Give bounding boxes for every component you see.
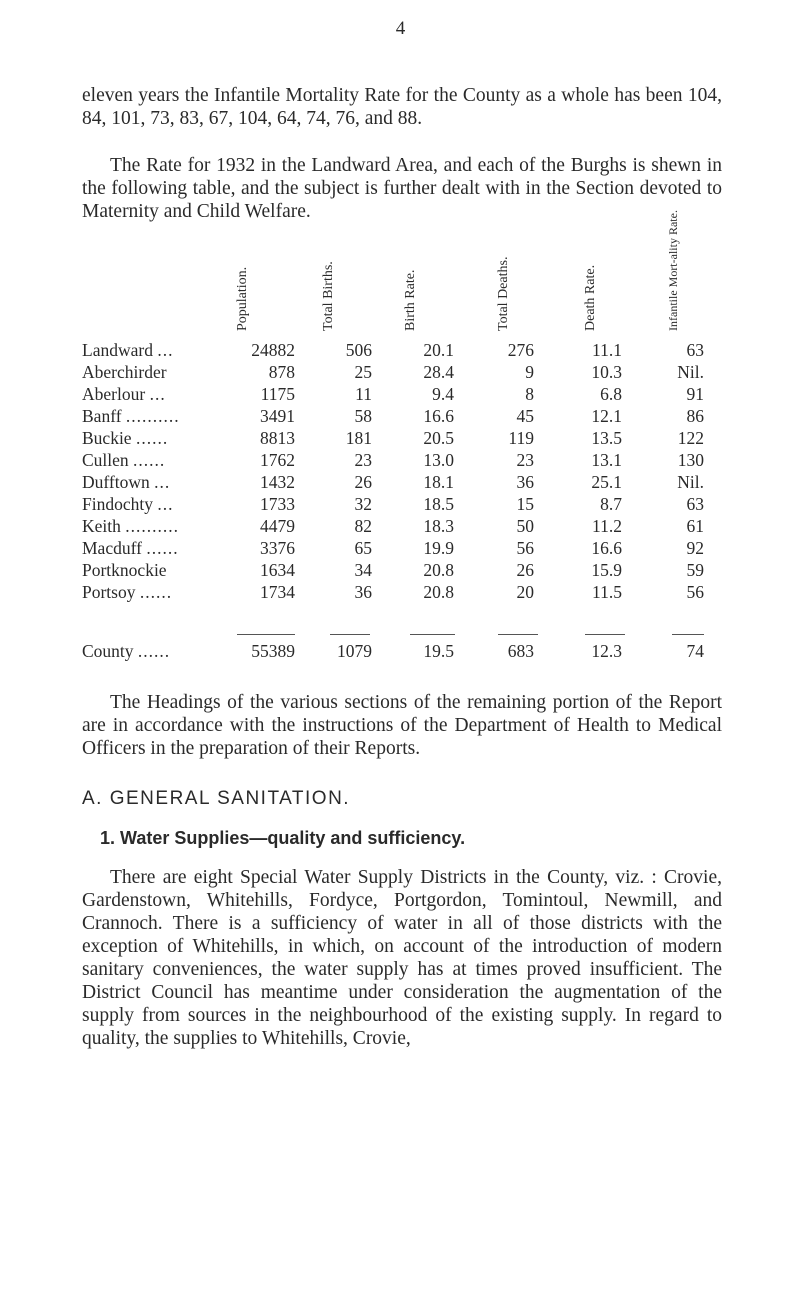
table-row <box>82 515 732 537</box>
table-cell: 8.7 <box>600 494 622 514</box>
table-cell: 15 <box>516 494 534 514</box>
row-label: Aberchirder <box>82 362 167 382</box>
total-rule-death-rate <box>585 634 625 635</box>
table-cell: 6.8 <box>600 384 622 404</box>
section-heading: A. GENERAL SANITATION. <box>82 788 351 809</box>
header-birth-rate: Birth Rate. <box>403 269 418 331</box>
table-cell: 8813 <box>260 428 295 448</box>
table-cell: 16.6 <box>591 538 622 558</box>
row-label: Portknockie <box>82 560 167 580</box>
table-cell: 25.1 <box>591 472 622 492</box>
table-cell: 61 <box>686 516 704 536</box>
table-cell: 24882 <box>251 340 295 360</box>
table-total-row <box>82 640 732 662</box>
table-row <box>82 559 732 581</box>
header-total-deaths: Total Deaths. <box>496 256 511 331</box>
row-label: Aberlour ... <box>82 384 166 404</box>
table-cell: 63 <box>686 494 704 514</box>
table-cell: 26 <box>354 472 372 492</box>
row-label: Keith .......... <box>82 516 180 536</box>
table-cell: 20.1 <box>423 340 454 360</box>
table-cell: 1734 <box>260 582 295 602</box>
table-cell: 878 <box>268 362 295 382</box>
table-cell: 58 <box>354 406 372 426</box>
row-label: Landward ... <box>82 340 174 360</box>
table-row <box>82 427 732 449</box>
table-cell: 56 <box>686 582 704 602</box>
table-cell: 92 <box>686 538 704 558</box>
table-cell: 13.0 <box>423 450 454 470</box>
table-cell: 56 <box>516 538 534 558</box>
table-cell: 19.5 <box>423 641 454 661</box>
table-row <box>82 405 732 427</box>
table-row <box>82 471 732 493</box>
table-cell: 12.1 <box>591 406 622 426</box>
table-cell: 18.3 <box>423 516 454 536</box>
table-cell: 11.2 <box>592 516 622 536</box>
header-total-births: Total Births. <box>321 261 336 331</box>
table-cell: 50 <box>516 516 534 536</box>
total-rule-deaths <box>498 634 538 635</box>
table-cell: 11.5 <box>592 582 622 602</box>
row-label: Findochty ... <box>82 494 174 514</box>
table-cell: Nil. <box>677 362 704 382</box>
table-row <box>82 449 732 471</box>
table-cell: 45 <box>516 406 534 426</box>
table-row <box>82 383 732 405</box>
table-cell: 11.1 <box>592 340 622 360</box>
table-cell: 59 <box>686 560 704 580</box>
sub-heading: 1. Water Supplies—quality and sufficiency. <box>100 828 466 848</box>
table-cell: 23 <box>516 450 534 470</box>
water-supply-paragraph: There are eight Special Water Supply Districts in the County, viz. : Crovie, Gardenstown, Whitehills, Fordyce, Portgordon, Tomintoul, Newmill, and Crannoch. There is a sufficiency of water in all of those districts with the exception of Whitehills, in which, on account of the introduction of modern sanitary conveniences, the water supply has at times proved insufficient. The District Council has meantime under consideration the augmentation of the supply from sources in the neighbourhood of the existing supply. In regard to quality, the supplies to Whitehills, Crovie, <box>82 867 722 1049</box>
table-cell: 20.5 <box>423 428 454 448</box>
table-cell: 36 <box>516 472 534 492</box>
total-rule-births <box>330 634 370 635</box>
row-label: Portsoy ...... <box>82 582 173 602</box>
header-population: Population. <box>235 266 250 331</box>
table-cell: 3376 <box>260 538 295 558</box>
table-cell: 506 <box>345 340 372 360</box>
table-cell: 74 <box>686 641 704 661</box>
row-label: Banff .......... <box>82 406 180 426</box>
intro-paragraph-2: The Rate for 1932 in the Landward Area, and each of the Burghs is shewn in the following table, and the subject is further dealt with in the Section devoted to Maternity and Child Welfare. <box>82 155 722 222</box>
table-cell: 13.5 <box>591 428 622 448</box>
table-cell: 20.8 <box>423 560 454 580</box>
table-cell: 181 <box>345 428 372 448</box>
table-cell: 86 <box>686 406 704 426</box>
row-label: Dufftown ... <box>82 472 171 492</box>
table-row <box>82 537 732 559</box>
table-cell: 276 <box>507 340 534 360</box>
table-cell: 122 <box>677 428 704 448</box>
row-label: County ...... <box>82 641 171 661</box>
table-cell: 23 <box>354 450 372 470</box>
table-cell: 3491 <box>260 406 295 426</box>
table-cell: 683 <box>507 641 534 661</box>
row-label: Cullen ...... <box>82 450 166 470</box>
table-cell: 4479 <box>260 516 295 536</box>
table-cell: 10.3 <box>591 362 622 382</box>
table-cell: 9 <box>525 362 534 382</box>
table-cell: 12.3 <box>591 641 622 661</box>
row-label: Buckie ...... <box>82 428 169 448</box>
table-row <box>82 361 732 383</box>
header-infantile-mortality-rate: Infantile Mort-ality Rate. <box>666 210 680 331</box>
table-cell: 11 <box>355 384 372 404</box>
table-cell: 25 <box>354 362 372 382</box>
total-rule-birth-rate <box>410 634 455 635</box>
total-rule-infantile <box>672 634 704 635</box>
table-cell: 13.1 <box>591 450 622 470</box>
table-cell: 1634 <box>260 560 295 580</box>
table-cell: 1733 <box>260 494 295 514</box>
table-row <box>82 581 732 603</box>
headings-paragraph: The Headings of the various sections of the remaining portion of the Report are in accordance with the instructions of the Department of Health to Medical Officers in the preparation of their Reports. <box>82 692 722 759</box>
table-row <box>82 493 732 515</box>
intro-paragraph-1: eleven years the Infantile Mortality Rate for the County as a whole has been 104, 84, 101, 73, 83, 67, 104, 64, 74, 76, and 88. <box>82 85 722 129</box>
table-cell: 91 <box>686 384 704 404</box>
table-cell: 55389 <box>251 641 295 661</box>
table-cell: 20 <box>516 582 534 602</box>
table-cell: 82 <box>354 516 372 536</box>
table-cell: 18.1 <box>423 472 454 492</box>
table-cell: 15.9 <box>591 560 622 580</box>
table-cell: Nil. <box>677 472 704 492</box>
table-cell: 18.5 <box>423 494 454 514</box>
table-cell: 1762 <box>260 450 295 470</box>
table-cell: 20.8 <box>423 582 454 602</box>
table-cell: 1079 <box>337 641 372 661</box>
table-cell: 1175 <box>260 384 295 404</box>
table-cell: 119 <box>508 428 534 448</box>
table-cell: 8 <box>525 384 534 404</box>
table-cell: 28.4 <box>423 362 454 382</box>
table-cell: 130 <box>677 450 704 470</box>
table-cell: 9.4 <box>432 384 454 404</box>
table-cell: 19.9 <box>423 538 454 558</box>
page-number: 4 <box>395 18 406 39</box>
table-cell: 32 <box>354 494 372 514</box>
table-cell: 26 <box>516 560 534 580</box>
table-cell: 63 <box>686 340 704 360</box>
table-cell: 36 <box>354 582 372 602</box>
table-cell: 34 <box>354 560 372 580</box>
row-label: Macduff ...... <box>82 538 179 558</box>
table-cell: 65 <box>354 538 372 558</box>
total-rule-population <box>237 634 295 635</box>
table-row <box>82 339 732 361</box>
table-cell: 1432 <box>260 472 295 492</box>
header-death-rate: Death Rate. <box>583 264 598 331</box>
table-cell: 16.6 <box>423 406 454 426</box>
